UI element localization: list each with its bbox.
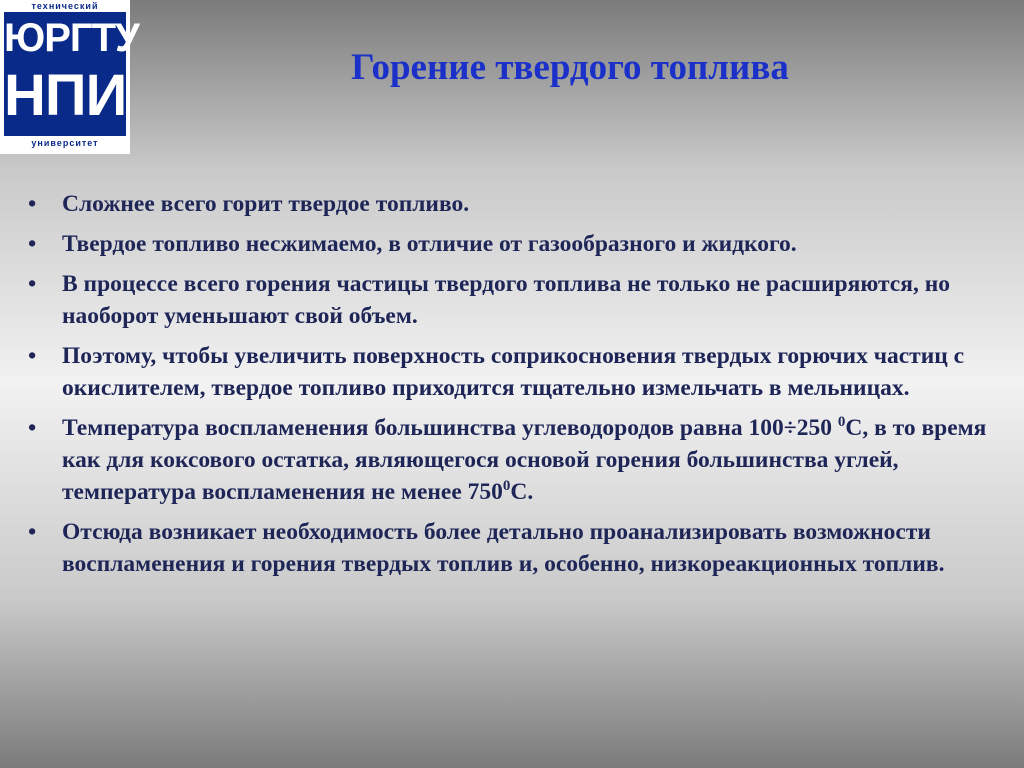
degree-superscript: 0 xyxy=(502,478,511,495)
degree-superscript: 0 xyxy=(837,414,846,431)
bullet-item xyxy=(28,188,1008,220)
bullet-text-part: С. xyxy=(510,479,534,505)
bullet-text-part: Температура воспламенения большинства углеводородов равна 100÷250 xyxy=(62,415,838,441)
bullet-text: Твердое топливо несжимаемо, в отличие от газообразного и жидкого. xyxy=(62,231,797,257)
logo-top-text: технический xyxy=(31,1,99,11)
bullet-text: Отсюда возникает необходимость более детально проанализировать возможности воспламенения и горения твердых топлив и, особенно, низкореакционных топлив. xyxy=(62,519,945,577)
bullet-icon: • xyxy=(28,415,37,441)
logo-line-1: ЮРГТУ xyxy=(4,16,139,60)
bullet-text: В процессе всего горения частицы твердого топлива не только не расширяются, но наоборот уменьшают свой объем. xyxy=(62,271,950,329)
bullet-list xyxy=(28,188,1008,588)
logo-line-2: НПИ xyxy=(4,63,127,128)
bullet-item xyxy=(28,228,1008,260)
bullet-icon: • xyxy=(28,343,37,369)
logo-bottom-text: университет xyxy=(31,138,99,148)
bullet-text: Сложнее всего горит твердое топливо. xyxy=(62,191,470,217)
bullet-icon: • xyxy=(28,519,37,545)
bullet-text-part: С, в то время как для коксового остатка, являющегося основой горения большинства углей, температура воспламенения не менее 750 xyxy=(62,415,987,505)
bullet-item xyxy=(28,340,1008,404)
university-logo xyxy=(0,0,139,154)
bullet-item xyxy=(28,412,1008,508)
bullet-icon: • xyxy=(28,191,37,217)
bullet-item xyxy=(28,268,1008,332)
bullet-icon: • xyxy=(28,231,37,257)
bullet-item xyxy=(28,516,1008,580)
bullet-text: Поэтому, чтобы увеличить поверхность соприкосновения твердых горючих частиц с окислителем, твердое топливо приходится тщательно измельчать в мельницах. xyxy=(62,343,965,401)
slide-title: Горение твердого топлива xyxy=(351,47,789,88)
logo-block xyxy=(4,12,139,136)
bullet-icon: • xyxy=(28,271,37,297)
